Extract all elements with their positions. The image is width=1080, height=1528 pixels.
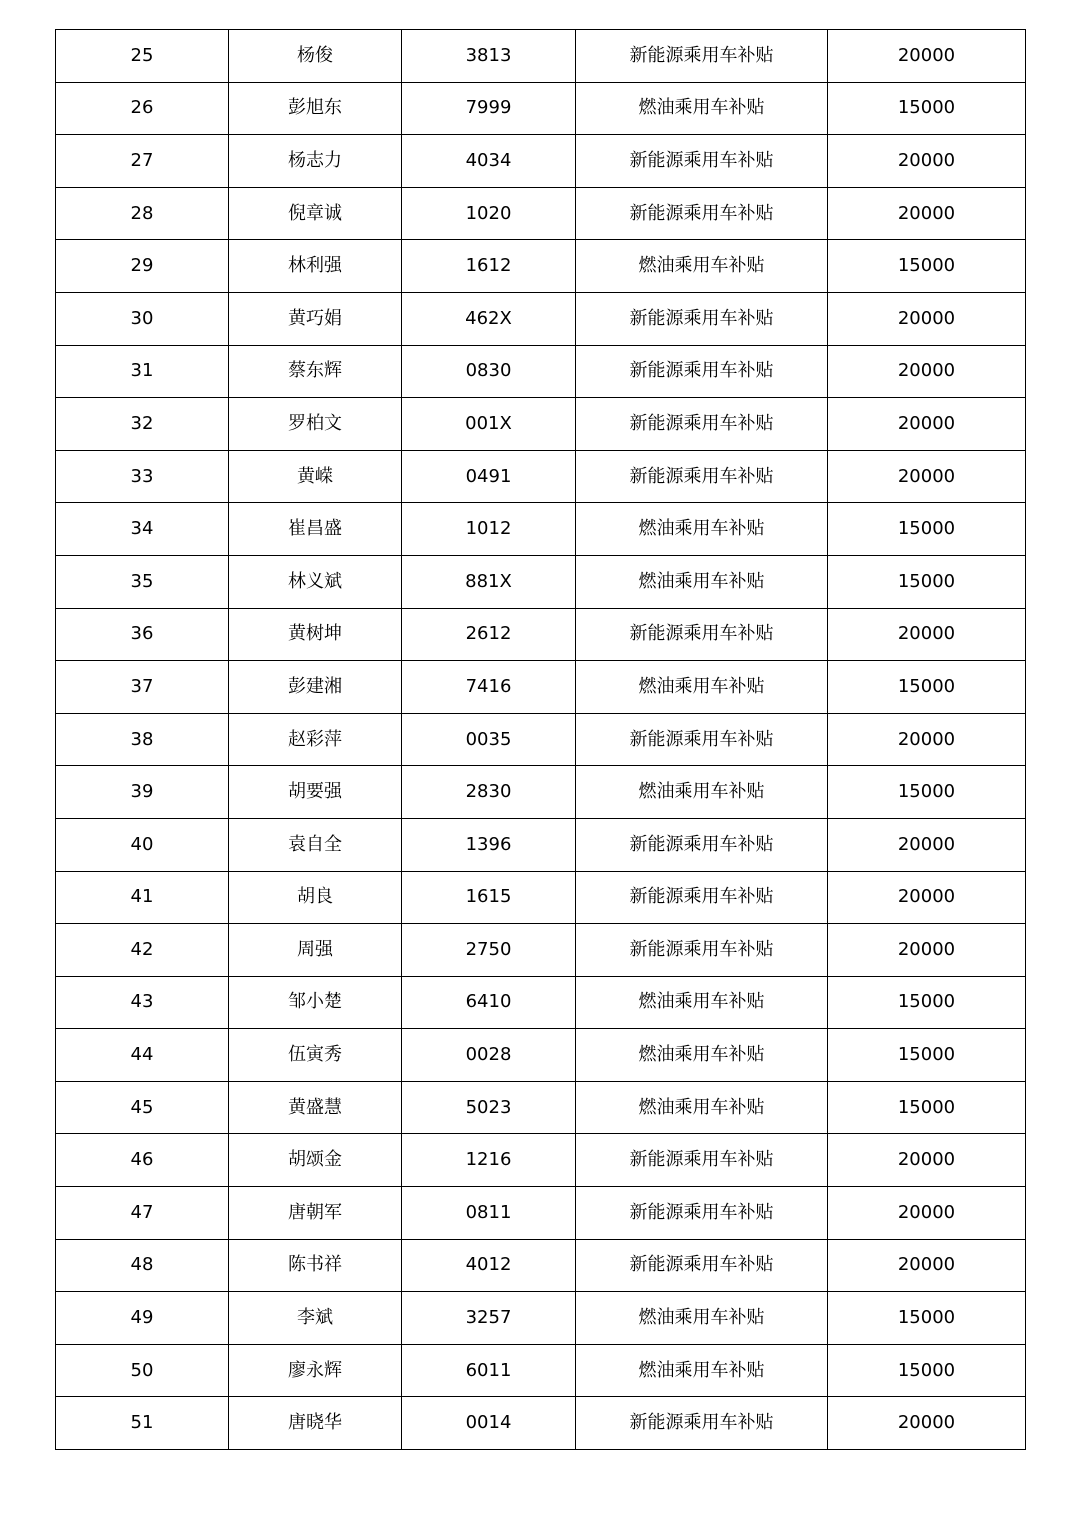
cell-name: 蔡东辉 [229, 345, 402, 398]
cell-amount: 15000 [828, 503, 1026, 556]
cell-amount: 20000 [828, 1187, 1026, 1240]
cell-number: 40 [56, 818, 229, 871]
cell-name: 崔昌盛 [229, 503, 402, 556]
cell-subsidy-type: 新能源乘用车补贴 [576, 30, 828, 83]
cell-number: 42 [56, 924, 229, 977]
cell-name: 胡良 [229, 871, 402, 924]
table-row [56, 818, 1026, 871]
cell-id-suffix: 0028 [402, 1029, 576, 1082]
cell-subsidy-type: 燃油乘用车补贴 [576, 661, 828, 714]
cell-subsidy-type: 新能源乘用车补贴 [576, 1134, 828, 1187]
cell-id-suffix: 1216 [402, 1134, 576, 1187]
cell-name: 林义斌 [229, 555, 402, 608]
cell-name: 黄盛慧 [229, 1081, 402, 1134]
cell-name: 胡颂金 [229, 1134, 402, 1187]
cell-name: 杨志力 [229, 135, 402, 188]
table-row [56, 1134, 1026, 1187]
table-row [56, 871, 1026, 924]
cell-subsidy-type: 新能源乘用车补贴 [576, 924, 828, 977]
table-row [56, 345, 1026, 398]
cell-amount: 20000 [828, 345, 1026, 398]
cell-id-suffix: 6410 [402, 976, 576, 1029]
cell-number: 29 [56, 240, 229, 293]
cell-number: 44 [56, 1029, 229, 1082]
cell-subsidy-type: 新能源乘用车补贴 [576, 1239, 828, 1292]
cell-amount: 15000 [828, 661, 1026, 714]
cell-id-suffix: 2830 [402, 766, 576, 819]
cell-number: 38 [56, 713, 229, 766]
cell-subsidy-type: 燃油乘用车补贴 [576, 82, 828, 135]
cell-subsidy-type: 燃油乘用车补贴 [576, 1081, 828, 1134]
cell-id-suffix: 1012 [402, 503, 576, 556]
cell-subsidy-type: 新能源乘用车补贴 [576, 135, 828, 188]
cell-id-suffix: 462X [402, 292, 576, 345]
cell-amount: 15000 [828, 1344, 1026, 1397]
table-row [56, 503, 1026, 556]
cell-number: 50 [56, 1344, 229, 1397]
cell-number: 47 [56, 1187, 229, 1240]
cell-id-suffix: 1615 [402, 871, 576, 924]
cell-number: 41 [56, 871, 229, 924]
cell-name: 李斌 [229, 1292, 402, 1345]
table-row [56, 398, 1026, 451]
cell-id-suffix: 6011 [402, 1344, 576, 1397]
cell-subsidy-type: 新能源乘用车补贴 [576, 398, 828, 451]
table-row [56, 30, 1026, 83]
cell-amount: 20000 [828, 187, 1026, 240]
cell-id-suffix: 0035 [402, 713, 576, 766]
cell-amount: 15000 [828, 766, 1026, 819]
cell-name: 黄嵘 [229, 450, 402, 503]
cell-name: 胡要强 [229, 766, 402, 819]
table-row [56, 1187, 1026, 1240]
cell-amount: 20000 [828, 135, 1026, 188]
table-row [56, 976, 1026, 1029]
cell-name: 彭建湘 [229, 661, 402, 714]
cell-subsidy-type: 燃油乘用车补贴 [576, 503, 828, 556]
cell-amount: 15000 [828, 555, 1026, 608]
cell-id-suffix: 0014 [402, 1397, 576, 1450]
cell-number: 49 [56, 1292, 229, 1345]
subsidy-table [55, 29, 1026, 1450]
cell-id-suffix: 001X [402, 398, 576, 451]
cell-id-suffix: 881X [402, 555, 576, 608]
table-row [56, 240, 1026, 293]
cell-name: 袁自全 [229, 818, 402, 871]
cell-id-suffix: 0491 [402, 450, 576, 503]
table-row [56, 661, 1026, 714]
cell-name: 邹小楚 [229, 976, 402, 1029]
cell-name: 罗柏文 [229, 398, 402, 451]
cell-number: 34 [56, 503, 229, 556]
table-row [56, 924, 1026, 977]
table-row [56, 1239, 1026, 1292]
cell-id-suffix: 1020 [402, 187, 576, 240]
cell-number: 37 [56, 661, 229, 714]
cell-name: 彭旭东 [229, 82, 402, 135]
table-row [56, 1029, 1026, 1082]
table-row [56, 135, 1026, 188]
cell-amount: 15000 [828, 82, 1026, 135]
cell-amount: 20000 [828, 450, 1026, 503]
cell-number: 27 [56, 135, 229, 188]
cell-subsidy-type: 新能源乘用车补贴 [576, 345, 828, 398]
cell-id-suffix: 7999 [402, 82, 576, 135]
cell-number: 48 [56, 1239, 229, 1292]
table-row [56, 766, 1026, 819]
cell-id-suffix: 3257 [402, 1292, 576, 1345]
table-row [56, 1081, 1026, 1134]
cell-amount: 20000 [828, 608, 1026, 661]
cell-name: 廖永辉 [229, 1344, 402, 1397]
cell-amount: 20000 [828, 713, 1026, 766]
cell-number: 35 [56, 555, 229, 608]
cell-amount: 20000 [828, 1397, 1026, 1450]
table-row [56, 292, 1026, 345]
cell-number: 30 [56, 292, 229, 345]
cell-amount: 15000 [828, 240, 1026, 293]
cell-id-suffix: 0811 [402, 1187, 576, 1240]
cell-subsidy-type: 新能源乘用车补贴 [576, 871, 828, 924]
cell-amount: 20000 [828, 924, 1026, 977]
table-row [56, 555, 1026, 608]
table-row [56, 187, 1026, 240]
cell-number: 32 [56, 398, 229, 451]
cell-number: 26 [56, 82, 229, 135]
cell-subsidy-type: 新能源乘用车补贴 [576, 1187, 828, 1240]
cell-amount: 20000 [828, 1239, 1026, 1292]
cell-subsidy-type: 新能源乘用车补贴 [576, 292, 828, 345]
cell-number: 46 [56, 1134, 229, 1187]
cell-id-suffix: 1612 [402, 240, 576, 293]
cell-amount: 15000 [828, 1081, 1026, 1134]
cell-id-suffix: 3813 [402, 30, 576, 83]
table-row [56, 713, 1026, 766]
table-row [56, 1397, 1026, 1450]
cell-amount: 20000 [828, 292, 1026, 345]
cell-id-suffix: 5023 [402, 1081, 576, 1134]
cell-name: 伍寅秀 [229, 1029, 402, 1082]
cell-amount: 20000 [828, 398, 1026, 451]
cell-name: 唐朝军 [229, 1187, 402, 1240]
table-row [56, 82, 1026, 135]
cell-name: 陈书祥 [229, 1239, 402, 1292]
cell-subsidy-type: 燃油乘用车补贴 [576, 1344, 828, 1397]
cell-number: 25 [56, 30, 229, 83]
subsidy-table-container [55, 29, 1025, 1450]
table-body [56, 30, 1026, 1450]
cell-subsidy-type: 新能源乘用车补贴 [576, 818, 828, 871]
cell-number: 43 [56, 976, 229, 1029]
cell-name: 唐晓华 [229, 1397, 402, 1450]
cell-id-suffix: 2612 [402, 608, 576, 661]
table-row [56, 1292, 1026, 1345]
cell-subsidy-type: 新能源乘用车补贴 [576, 713, 828, 766]
cell-number: 28 [56, 187, 229, 240]
cell-amount: 20000 [828, 818, 1026, 871]
cell-number: 39 [56, 766, 229, 819]
cell-subsidy-type: 新能源乘用车补贴 [576, 1397, 828, 1450]
table-row [56, 1344, 1026, 1397]
cell-number: 31 [56, 345, 229, 398]
cell-id-suffix: 4034 [402, 135, 576, 188]
cell-name: 黄树坤 [229, 608, 402, 661]
cell-id-suffix: 1396 [402, 818, 576, 871]
cell-subsidy-type: 燃油乘用车补贴 [576, 555, 828, 608]
cell-subsidy-type: 燃油乘用车补贴 [576, 976, 828, 1029]
cell-subsidy-type: 燃油乘用车补贴 [576, 240, 828, 293]
cell-id-suffix: 7416 [402, 661, 576, 714]
cell-subsidy-type: 新能源乘用车补贴 [576, 187, 828, 240]
cell-amount: 15000 [828, 976, 1026, 1029]
cell-name: 周强 [229, 924, 402, 977]
cell-amount: 20000 [828, 871, 1026, 924]
cell-subsidy-type: 燃油乘用车补贴 [576, 1292, 828, 1345]
cell-number: 33 [56, 450, 229, 503]
cell-id-suffix: 4012 [402, 1239, 576, 1292]
cell-id-suffix: 0830 [402, 345, 576, 398]
cell-amount: 15000 [828, 1029, 1026, 1082]
cell-name: 倪章诚 [229, 187, 402, 240]
cell-name: 黄巧娟 [229, 292, 402, 345]
cell-id-suffix: 2750 [402, 924, 576, 977]
table-row [56, 608, 1026, 661]
cell-number: 51 [56, 1397, 229, 1450]
cell-name: 杨俊 [229, 30, 402, 83]
cell-name: 林利强 [229, 240, 402, 293]
table-row [56, 450, 1026, 503]
cell-subsidy-type: 新能源乘用车补贴 [576, 608, 828, 661]
cell-subsidy-type: 燃油乘用车补贴 [576, 1029, 828, 1082]
cell-amount: 20000 [828, 1134, 1026, 1187]
cell-amount: 15000 [828, 1292, 1026, 1345]
cell-number: 45 [56, 1081, 229, 1134]
cell-number: 36 [56, 608, 229, 661]
cell-subsidy-type: 新能源乘用车补贴 [576, 450, 828, 503]
cell-subsidy-type: 燃油乘用车补贴 [576, 766, 828, 819]
cell-amount: 20000 [828, 30, 1026, 83]
cell-name: 赵彩萍 [229, 713, 402, 766]
